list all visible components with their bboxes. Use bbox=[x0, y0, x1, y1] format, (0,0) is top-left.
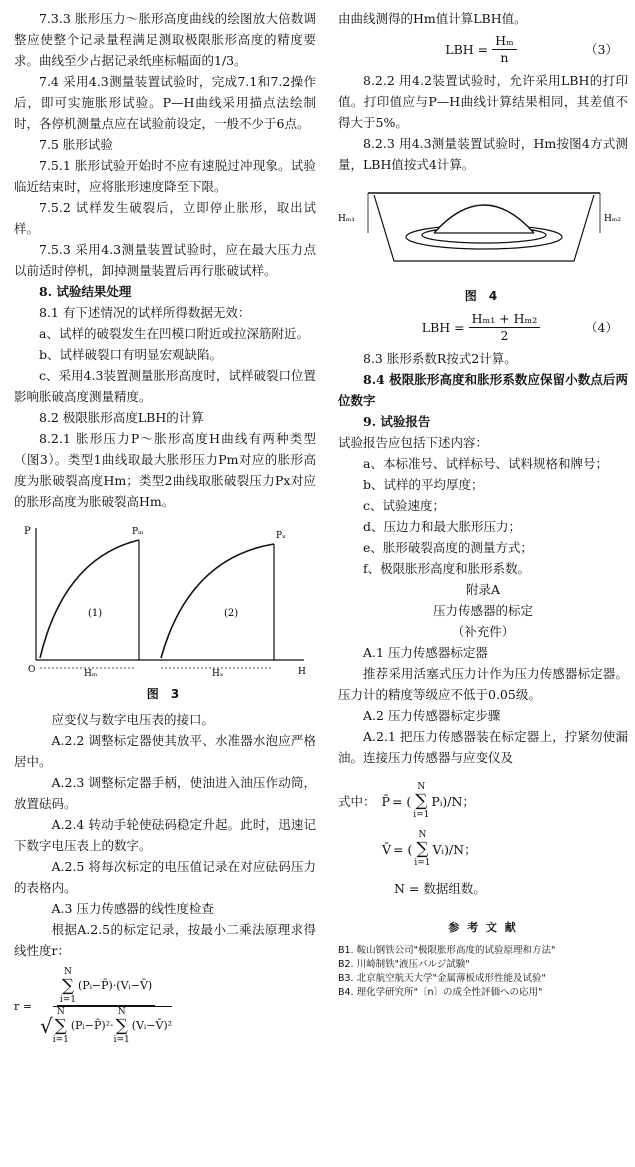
fig3-curve-2 bbox=[161, 544, 274, 658]
references-title: 参 考 文 献 bbox=[448, 921, 518, 934]
para-8-1: 8.1 有下述情况的试样所得数据无效： bbox=[39, 305, 251, 320]
para-a-2-5: A.2.5 将每次标定的电压值记录在对应砝码压力的表格内。 bbox=[14, 859, 316, 895]
left-column bbox=[14, 8, 316, 1045]
references-list bbox=[338, 944, 628, 1000]
heading-9: 9. 试验报告 bbox=[363, 414, 431, 429]
sqrt-symbol: √ bbox=[39, 1013, 53, 1038]
fig3-label-p: P bbox=[24, 526, 31, 537]
fig3-label-hm: Hₘ bbox=[84, 669, 98, 678]
sum-symbol: N ∑ i=1 bbox=[59, 967, 76, 1005]
para-8-2-3: 8.2.3 用4.3测量装置试验时，Hm按图4方式测量，LBH值按式4计算。 bbox=[338, 136, 628, 172]
para-8-1-a: a、试样的破裂发生在凹模口附近或拉深筋附近。 bbox=[39, 326, 309, 341]
para-a-2-1-cont: 应变仪与数字电压表的接口。 bbox=[51, 712, 215, 727]
eq-open-paren: = ( bbox=[391, 793, 412, 809]
fig4-label-hm2: Hₘ₂ bbox=[604, 214, 621, 224]
fig3-label-curve1: (1) bbox=[88, 608, 103, 619]
n-definition: N = 数据组数。 bbox=[394, 881, 486, 896]
equation-r: r = N ∑ i=1 (Pᵢ−P̄)·(Vᵢ−V̄) √ N ∑ i=1 (Pᵢ−P̄)²· N ∑ i=1 (Vᵢ−V̄)² bbox=[14, 967, 173, 1045]
sum-upper: N bbox=[63, 967, 72, 977]
para-9-a: a、本标准号、试样标号、试料规格和牌号； bbox=[363, 456, 608, 471]
sum-upper: N bbox=[417, 782, 426, 792]
para-8-4: 8.4 极限胀形高度和胀形系数应保留小数点后两位数字 bbox=[338, 372, 628, 408]
figure-4-caption: 图 4 bbox=[464, 289, 502, 303]
sum-lower: i=1 bbox=[52, 1035, 69, 1045]
para-a-2-4: A.2.4 转动手轮使砝码稳定升起。此时，迅速记下数字电压表上的数字。 bbox=[14, 817, 316, 853]
appendix-a-subtitle: （补充件） bbox=[451, 624, 515, 639]
equation-4-num: Hₘ₁ + Hₘ₂ bbox=[469, 311, 541, 328]
p-i-symbol: Pᵢ bbox=[431, 793, 443, 809]
mean-v-symbol: V̄ bbox=[382, 841, 392, 857]
para-9-f: f、极限胀形高度和胀形系数。 bbox=[363, 561, 531, 576]
para-a-1: A.1 压力传感器标定器 bbox=[363, 645, 488, 660]
para-7-4: 7.4 采用4.3测量装置试验时，完成7.1和7.2操作后，即可实施胀形试验。P—H曲线采用描点法绘制时，各停机测量点应在试验前设定，一般不少于6点。 bbox=[14, 74, 316, 131]
equation-4-lhs: LBH = bbox=[421, 320, 465, 335]
para-7-5-1: 7.5.1 胀形试验开始时不应有速脱过冲现象。试验临近结束时，应将胀形速度降至下限。 bbox=[14, 158, 316, 194]
para-a-2-3: A.2.3 调整标定器手柄，使油进入油压作动筒，放置砝码。 bbox=[14, 775, 316, 811]
figure-3-caption: 图 3 bbox=[146, 687, 184, 701]
equation-mean-v: V̄ = ( N ∑ i=1 Vᵢ )/N； bbox=[382, 830, 477, 868]
para-9-e: e、胀形破裂高度的测量方式； bbox=[363, 540, 533, 555]
sum-lower: i=1 bbox=[413, 810, 430, 820]
reference-item: B2. 川崎制铁"液压バルジ試験" bbox=[338, 959, 470, 970]
equation-4-number: （4） bbox=[585, 320, 618, 335]
para-a-2-1: A.2.1 把压力传感器装在标定器上，拧紧勿使漏油。连接压力传感器与应变仪及 bbox=[338, 729, 628, 765]
equation-3 bbox=[338, 33, 628, 66]
sum-upper: N bbox=[56, 1007, 65, 1017]
para-8-2: 8.2 极限胀形高度LBH的计算 bbox=[39, 410, 204, 425]
fig3-label-px: Pₓ bbox=[276, 531, 286, 541]
equation-r-denominator-1: (Pᵢ−P̄)²· bbox=[70, 1019, 114, 1032]
para-8-2-2: 8.2.2 用4.2装置试验时，允许采用LBH的打印值。打印值应与P—H曲线计算结果相同，其差值不得大于5%。 bbox=[338, 73, 628, 130]
equation-3-num: Hₘ bbox=[492, 33, 517, 50]
fig3-label-h: H bbox=[298, 667, 306, 677]
right-column bbox=[338, 8, 628, 1000]
mean-p-symbol: P̄ bbox=[381, 793, 390, 809]
para-7-5: 7.5 胀形试验 bbox=[39, 137, 113, 152]
para-8-3: 8.3 胀形系数R按式2计算。 bbox=[363, 351, 517, 366]
reference-item: B3. 北京航空航天大学"金属薄板成形性能及试验" bbox=[338, 973, 546, 984]
para-9-b: b、试样的平均厚度； bbox=[363, 477, 484, 492]
equation-r-numerator: (Pᵢ−P̄)·(Vᵢ−V̄) bbox=[78, 979, 153, 992]
para-7-5-3: 7.5.3 采用4.3测量装置试验时，应在最大压力点以前适时停机，卸掉测量装置后再行胀破试样。 bbox=[14, 242, 316, 278]
para-9: 试验报告应包括下述内容： bbox=[338, 435, 489, 450]
over-n: )/N； bbox=[442, 793, 475, 809]
para-a-1-a: 推荐采用活塞式压力计作为压力传感器标定器。压力计的精度等级应不低于0.05级。 bbox=[338, 666, 628, 702]
sum-upper: N bbox=[117, 1007, 126, 1017]
para-a-2-2: A.2.2 调整标定器使其放平、水准器水泡应严格居中。 bbox=[14, 733, 316, 769]
para-9-d: d、压边力和最大胀形压力； bbox=[363, 519, 522, 534]
heading-8: 8. 试验结果处理 bbox=[39, 284, 132, 299]
eq-open-paren: = ( bbox=[393, 841, 413, 857]
equation-mean-p: 式中： P̄ = ( N ∑ i=1 Pᵢ )/N； bbox=[338, 782, 475, 820]
equation-3-lhs: LBH = bbox=[445, 42, 489, 57]
over-n: )/N； bbox=[444, 841, 477, 857]
para-8-1-c: c、采用4.3装置测量胀形高度时，试样破裂口位置影响胀破高度测量精度。 bbox=[14, 368, 316, 404]
para-8-2-1: 8.2.1 胀形压力P～胀形高度H曲线有两种类型（图3）。类型1曲线取最大胀形压力Pm对应的胀形高度为胀破裂高度Hm；类型2曲线取胀破裂压力Px对应的胀形高度为胀破裂高Hm。 bbox=[14, 431, 316, 509]
figure-4 bbox=[338, 183, 628, 278]
equation-4 bbox=[338, 311, 628, 344]
fig3-curve-1 bbox=[40, 540, 139, 658]
fig3-label-pm: Pₘ bbox=[132, 527, 144, 537]
para-8-2-1-cont: 由曲线测得的Hm值计算LBH值。 bbox=[338, 11, 527, 26]
para-9-c: c、试验速度； bbox=[363, 498, 446, 513]
sum-lower: i=1 bbox=[113, 1035, 130, 1045]
v-i-symbol: Vᵢ bbox=[432, 841, 445, 857]
figure-3 bbox=[14, 518, 316, 678]
fig3-label-curve2: (2) bbox=[224, 608, 239, 619]
fig4-label-hm1: Hₘ₁ bbox=[338, 214, 355, 224]
reference-item: B1. 鞍山钢铁公司"极限胀形高度的试验原理和方法" bbox=[338, 945, 556, 956]
equation-r-denominator-2: (Vᵢ−V̄)² bbox=[131, 1019, 173, 1032]
sum-lower: i=1 bbox=[59, 995, 76, 1005]
reference-item: B4. 理化学研究所"〔n〕の成全性評価への応用" bbox=[338, 987, 543, 998]
sum-upper: N bbox=[418, 830, 427, 840]
fig3-label-o: O bbox=[28, 665, 36, 675]
fig4-dome bbox=[434, 205, 534, 233]
para-7-5-2: 7.5.2 试样发生破裂后，立即停止胀形，取出试样。 bbox=[14, 200, 316, 236]
appendix-a-title: 压力传感器的标定 bbox=[432, 603, 533, 618]
sum-lower: i=1 bbox=[414, 858, 431, 868]
equation-3-number: （3） bbox=[585, 42, 618, 57]
appendix-a-label: 附录A bbox=[465, 582, 501, 597]
equation-4-den: 2 bbox=[500, 328, 509, 343]
para-7-3-3: 7.3.3 胀形压力～胀形高度曲线的绘图放大倍数调整应使整个记录量程满足测取极限胀形高度的精度要求。曲线至少占据记录纸座标幅面的1/3。 bbox=[14, 11, 316, 68]
fig3-label-hx: Hₓ bbox=[212, 669, 224, 678]
where-label: 式中： bbox=[338, 793, 376, 809]
para-8-1-b: b、试样破裂口有明显宏观缺陷。 bbox=[39, 347, 223, 362]
equation-3-den: n bbox=[500, 50, 509, 65]
para-a-3-a: 根据A.2.5的标定记录，按最小二乘法原理求得线性度r： bbox=[14, 922, 316, 958]
para-a-2: A.2 压力传感器标定步骤 bbox=[363, 708, 501, 723]
para-a-3: A.3 压力传感器的线性度检查 bbox=[51, 901, 214, 916]
equation-r-lhs: r = bbox=[14, 999, 32, 1013]
